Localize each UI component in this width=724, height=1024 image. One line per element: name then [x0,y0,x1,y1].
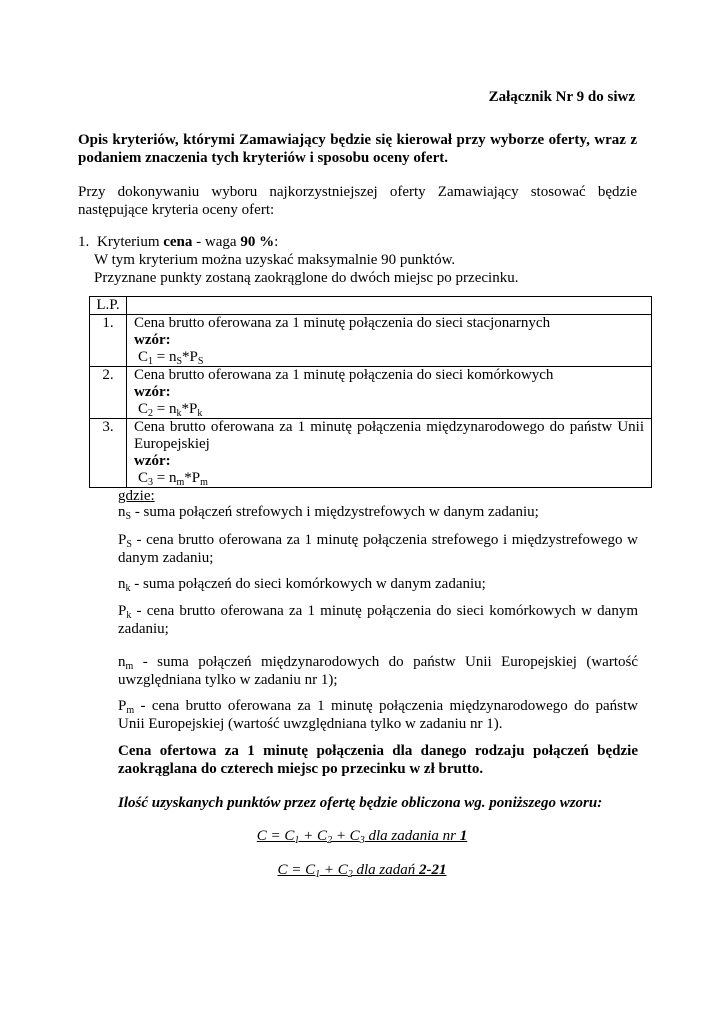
formula-label: wzór: [134,384,171,400]
criterion-line-2: W tym kryterium można uzyskać maksymalnie 90 punktów. [94,252,456,268]
criterion-name: cena [163,234,193,250]
table-row [90,419,652,488]
criterion-block [78,233,648,287]
criterion-colon: : [274,234,279,250]
rounding-note: Cena ofertowa za 1 minutę połączenia dla danego rodzaju połączeń będzie zaokrąglana do czterech miejsc po przecinku w zł brutto. [118,743,638,777]
formula-label: wzór: [134,332,171,348]
row-desc-cell [127,367,652,419]
table-row [90,315,652,367]
row-formula: $C_2 = n_k*P_k$ [138,401,203,419]
legend-gdzie: gdzie: [118,488,155,504]
criterion-line-1 [78,233,648,251]
criterion-number: 1. [78,234,90,250]
header-lp: L.P. [90,297,127,315]
points-note: Ilość uzyskanych punktów przez ofertę będzie obliczona wg. poniższego wzoru: [118,795,603,811]
section-heading: Opis kryteriów, którymi Zamawiający będzie się kierował przy wyborze oferty, wraz z podaniem znaczenia tych kryteriów i sposobu oceny ofert. [78,132,637,166]
row-desc-cell [127,315,652,367]
row-desc: Cena brutto oferowana za 1 minutę połączenia do sieci stacjonarnych [134,315,551,331]
header-desc [127,297,652,315]
criteria-table [89,296,652,488]
legend-nk: $n_k$ - suma połączeń do sieci komórkowych w danym zadaniu; [118,576,486,594]
legend-pk: $P_k$ - cena brutto oferowana za 1 minutę połączenia do sieci komórkowych w danym zadaniu; [118,603,638,637]
legend-pm: $P_m$ - cena brutto oferowana za 1 minutę połączenia międzynarodowego do państw Unii Europejskiej (wartość uwzględniana tylko w zadaniu nr 1). [118,698,638,732]
table-header-row [90,297,652,315]
row-lp: 1. [90,315,127,367]
table-row [90,367,652,419]
row-formula: $C_1 = n_S*P_S$ [138,349,204,367]
criterion-line-3: Przyznane punkty zostaną zaokrąglone do dwóch miejsc po przecinku. [94,270,519,286]
formula-tasks-2-21: $C = C_1 + C_2$ dla zadań 2-21 [277,862,447,880]
row-desc: Cena brutto oferowana za 1 minutę połączenia międzynarodowego do państw Unii Europejskiej [134,419,644,452]
legend-nm: $n_m$ - suma połączeń międzynarodowych do państw Unii Europejskiej (wartość uwzględniana tylko w zadaniu nr 1); [118,654,638,688]
formula-label: wzór: [134,453,171,469]
row-formula: $C_3 = n_m*P_m$ [138,470,208,488]
legend-ps: $P_S$ - cena brutto oferowana za 1 minutę połączenia strefowego i międzystrefowego w danym zadaniu; [118,532,638,566]
criterion-weight: 90 % [240,234,275,250]
row-lp: 3. [90,419,127,488]
row-desc-cell [127,419,652,488]
formula-task-1: $C = C_1 + C_2 + C_3$ dla zadania nr 1 [256,828,468,846]
criterion-prefix: Kryterium [97,234,160,250]
row-desc: Cena brutto oferowana za 1 minutę połączenia do sieci komórkowych [134,367,554,383]
intro-paragraph: Przy dokonywaniu wyboru najkorzystniejszej oferty Zamawiający stosować będzie następujące kryteria oceny ofert: [78,184,637,218]
row-lp: 2. [90,367,127,419]
criterion-dash: - waga [192,234,241,250]
legend-ns: $n_S$ - suma połączeń strefowych i międzystrefowych w danym zadaniu; [118,504,539,522]
attachment-title: Załącznik Nr 9 do siwz [488,89,635,105]
